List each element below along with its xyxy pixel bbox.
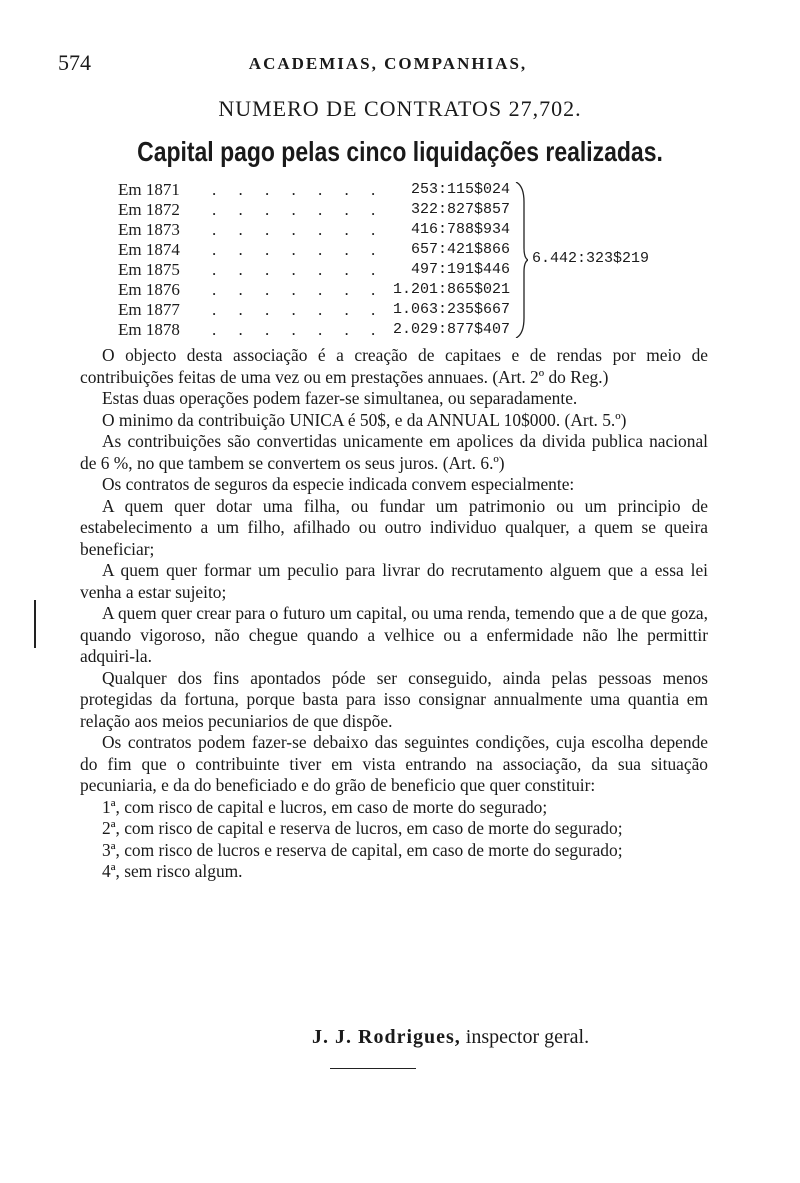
margin-mark: [34, 600, 36, 648]
year-amount: 1.063:235$667: [392, 301, 510, 318]
year-amount: 497:191$446: [410, 261, 510, 278]
paragraph: A quem quer formar um peculio para livrar do recrutamento alguem que a essa lei venha a estar sujeito;: [80, 560, 708, 602]
leader-dots: . . . . . . .: [212, 280, 385, 299]
section-title: Capital pago pelas cinco liquidações realizadas.: [137, 136, 663, 167]
page-header: [58, 50, 718, 80]
year-label: Em 1871: [118, 180, 180, 199]
year-amount: 322:827$857: [410, 201, 510, 218]
leader-dots: . . . . . . .: [212, 260, 385, 279]
condition-item: 2ª, com risco de capital e reserva de lucros, em caso de morte do segurado;: [102, 818, 623, 838]
year-amount: 416:788$934: [410, 221, 510, 238]
grand-total: 6.442:323$219: [532, 250, 650, 267]
year-label: Em 1876: [118, 280, 180, 299]
year-amount: 253:115$024: [410, 181, 510, 198]
paragraph: As contribuições são convertidas unicamente em apolices da divida publica nacional de 6 %, no que tambem se convertem os seus juros. (Art. 6.º): [80, 431, 708, 473]
leader-dots: . . . . . . .: [212, 180, 385, 199]
leader-dots: . . . . . . .: [212, 200, 385, 219]
year-amount: 1.201:865$021: [392, 281, 510, 298]
leader-dots: . . . . . . .: [212, 300, 385, 319]
paragraph: Os contratos podem fazer-se debaixo das seguintes condições, cuja escolha depende do fim que o contribuinte tiver em vista entrando na associação, da sua situação pecuniaria, e da do beneficiado e do grão de beneficio que quer constituir:: [80, 732, 708, 795]
year-label: Em 1878: [118, 320, 180, 339]
paragraph: O minimo da contribuição UNICA é 50$, e da ANNUAL 10$000. (Art. 5.º): [102, 409, 627, 430]
year-label: Em 1874: [118, 240, 180, 259]
page-number: 574: [58, 50, 91, 75]
condition-item: 4ª, sem risco algum.: [102, 861, 243, 881]
closing-rule: [330, 1068, 416, 1069]
leader-dots: . . . . . . .: [212, 240, 385, 259]
year-label: Em 1875: [118, 260, 180, 279]
body-text: [80, 345, 708, 883]
paragraph: Qualquer dos fins apontados póde ser conseguido, ainda pelas pessoas menos protegidas da fortuna, porque basta para isso consignar annualmente uma quantia em relação aos meios pecuniarios de que dispõe.: [80, 667, 708, 731]
year-label: Em 1872: [118, 200, 180, 219]
signatory-role: inspector geral.: [465, 1026, 590, 1048]
year-amount: 2.029:877$407: [392, 321, 510, 338]
condition-item: 3ª, com risco de lucros e reserva de capital, em caso de morte do segurado;: [102, 839, 623, 860]
leader-dots: . . . . . . .: [212, 320, 385, 339]
paragraph: A quem quer crear para o futuro um capital, ou uma renda, temendo que a de que goza, quando vigoroso, não chegue quando a velhice ou a enfermidade não lhe permittir adquiri-la.: [80, 603, 708, 666]
paragraph: Estas duas operações podem fazer-se simultanea, ou separadamente.: [102, 388, 578, 408]
paragraph: O objecto desta associação é a creação de capitaes e de rendas por meio de contribuições feitas de uma vez ou em prestações annuaes. (Art. 2º do Reg.): [80, 345, 708, 387]
leader-dots: . . . . . . .: [212, 220, 385, 239]
condition-item: 1ª, com risco de capital e lucros, em caso de morte do segurado;: [102, 796, 548, 817]
paragraph: Os contratos de seguros da especie indicada convem especialmente:: [102, 474, 575, 494]
running-title: ACADEMIAS, COMPANHIAS,: [248, 54, 528, 73]
year-label: Em 1873: [118, 220, 180, 239]
capital-by-year-table: [100, 180, 700, 340]
year-label: Em 1877: [118, 300, 180, 319]
contracts-heading: NUMERO DE CONTRATOS 27,702.: [218, 96, 582, 121]
signature: [312, 1026, 589, 1049]
paragraph: A quem quer dotar uma filha, ou fundar um patrimonio ou um principio de estabelecimento a um filho, afilhado ou outro individuo qualquer, a quem se queira beneficiar;: [80, 495, 708, 559]
signatory-name: J. J. Rodrigues,: [312, 1026, 461, 1048]
year-amount: 657:421$866: [410, 241, 510, 258]
right-brace: [514, 182, 528, 338]
